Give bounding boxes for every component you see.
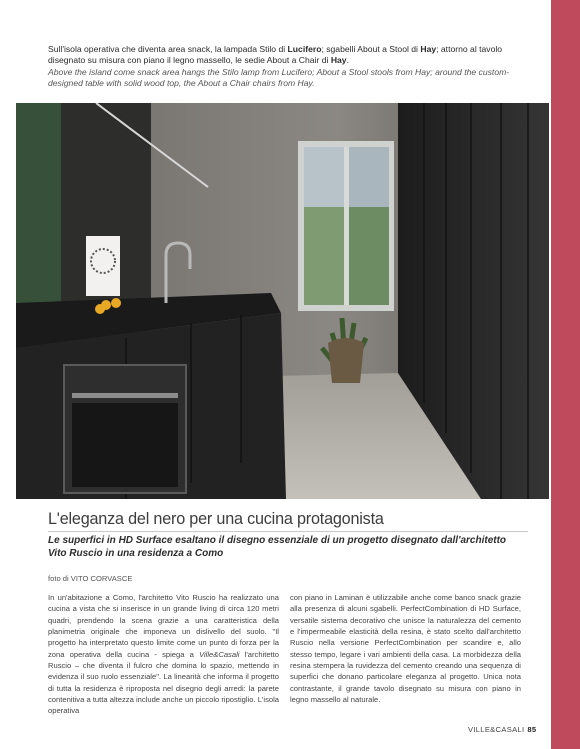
page-number: 85 (527, 725, 537, 734)
kitchen-photo (16, 103, 549, 499)
article-subhead: Le superfici in HD Surface esaltano il disegno essenziale di un progetto disegnato dall'architetto Vito Ruscio in una residenza a Como (48, 535, 507, 559)
body-column-1: In un'abitazione a Como, l'architetto Vito Ruscio ha realizzato una cucina a vista che si inserisce in un grande living di circa 120 metri quadri, prendendo la scena grazie a una caratteristica della planimetria originale che imponeva un dislivello del suolo. "Il progetto ha interpretato questo limite come un punto di forza per la zona operativa della cucina - spiega a Ville&Casali l'architetto Ruscio – che diventa il fulcro che domina lo spazio, mettendo in evidenza il suo ruolo essenziale". La linearità che informa il progetto di tutta la residenza è riproposta nel disegno degli arredi: la parete contenitiva a tutta altezza include anche un piccolo ripostiglio. L'isola operativa (48, 593, 279, 716)
caption-english: Above the island come snack area hangs the Stilo lamp from Lucifero; About a Stool stools from Hay; around the custom-designed table with solid wood top, the About a Chair chairs from Hay. (48, 66, 510, 89)
article-headline: L'eleganza del nero per una cucina protagonista (48, 510, 528, 532)
body-column-2: con piano in Laminan è utilizzabile anche come banco snack grazie alla presenza di alcuni sgabelli. PerfectCombination di HD Surface, versatile sistema decorativo che unisce la naturalezza del cemento e l'impermeabile elasticità della resina, è stato scelto dall'architetto Ruscio nella versione PerfectCombination per scandire e, allo stesso tempo, legare i vari ambienti della casa. La morbidezza della resina stempera la ruvidezza del cemento creando una sequenza di superfici che donano particolare eleganza al progetto. Unica nota contrastante, il grande tavolo disegnato su misura con piano in legno massello al naturale. (290, 593, 521, 705)
magazine-name: VILLE&CASALI (468, 725, 525, 734)
side-color-band (551, 0, 580, 749)
page-footer (468, 725, 536, 734)
caption-italian: Sull'isola operativa che diventa area snack, la lampada Stilo di Lucifero; sgabelli About a Stool di Hay; attorno al tavolo disegnato su misura con piano il legno massello, le sedie About a Chair di Hay. (48, 44, 503, 66)
photo-caption (48, 44, 536, 90)
photo-credit: foto di VITO CORVASCE (48, 574, 133, 583)
